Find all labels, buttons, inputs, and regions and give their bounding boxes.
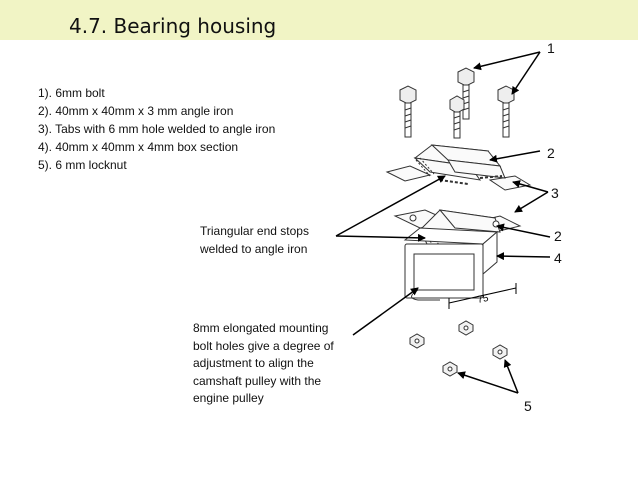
- note-line: Triangular end stops: [200, 224, 309, 238]
- locknut-icon: [493, 345, 507, 359]
- callout-2-top: 2: [547, 145, 555, 161]
- note-line: bolt holes give a degree of: [193, 338, 334, 353]
- note-line: 8mm elongated mounting: [193, 321, 329, 335]
- callout-4: 4: [554, 250, 562, 266]
- parts-list-item: 2). 40mm x 40mm x 3 mm angle iron: [38, 104, 234, 118]
- upper-angle-iron: [387, 145, 530, 190]
- callout-1: 1: [547, 40, 555, 56]
- locknut-icon: [443, 362, 457, 376]
- bolt-icon: [400, 86, 416, 137]
- note-line: adjustment to align the: [193, 356, 314, 370]
- parts-list-item: 4). 40mm x 40mm x 4mm box section: [38, 140, 239, 154]
- box-section: [405, 228, 497, 300]
- callout-5: 5: [524, 398, 532, 414]
- parts-list-item: 3). Tabs with 6 mm hole welded to angle iron: [38, 122, 276, 136]
- bolt-icon: [450, 96, 464, 138]
- note-line: welded to angle iron: [200, 241, 308, 256]
- note-line: engine pulley: [193, 391, 264, 405]
- dimension-label: 75: [476, 292, 490, 306]
- locknut-icon: [459, 321, 473, 335]
- page-title: 4.7. Bearing housing: [69, 14, 277, 38]
- note-line: camshaft pulley with the: [193, 373, 322, 388]
- callout-3: 3: [551, 185, 559, 201]
- callout-2-lower: 2: [554, 228, 562, 244]
- locknut-icon: [410, 334, 424, 348]
- parts-list-item: 5). 6 mm locknut: [38, 158, 127, 172]
- parts-list-item: 1). 6mm bolt: [38, 86, 105, 100]
